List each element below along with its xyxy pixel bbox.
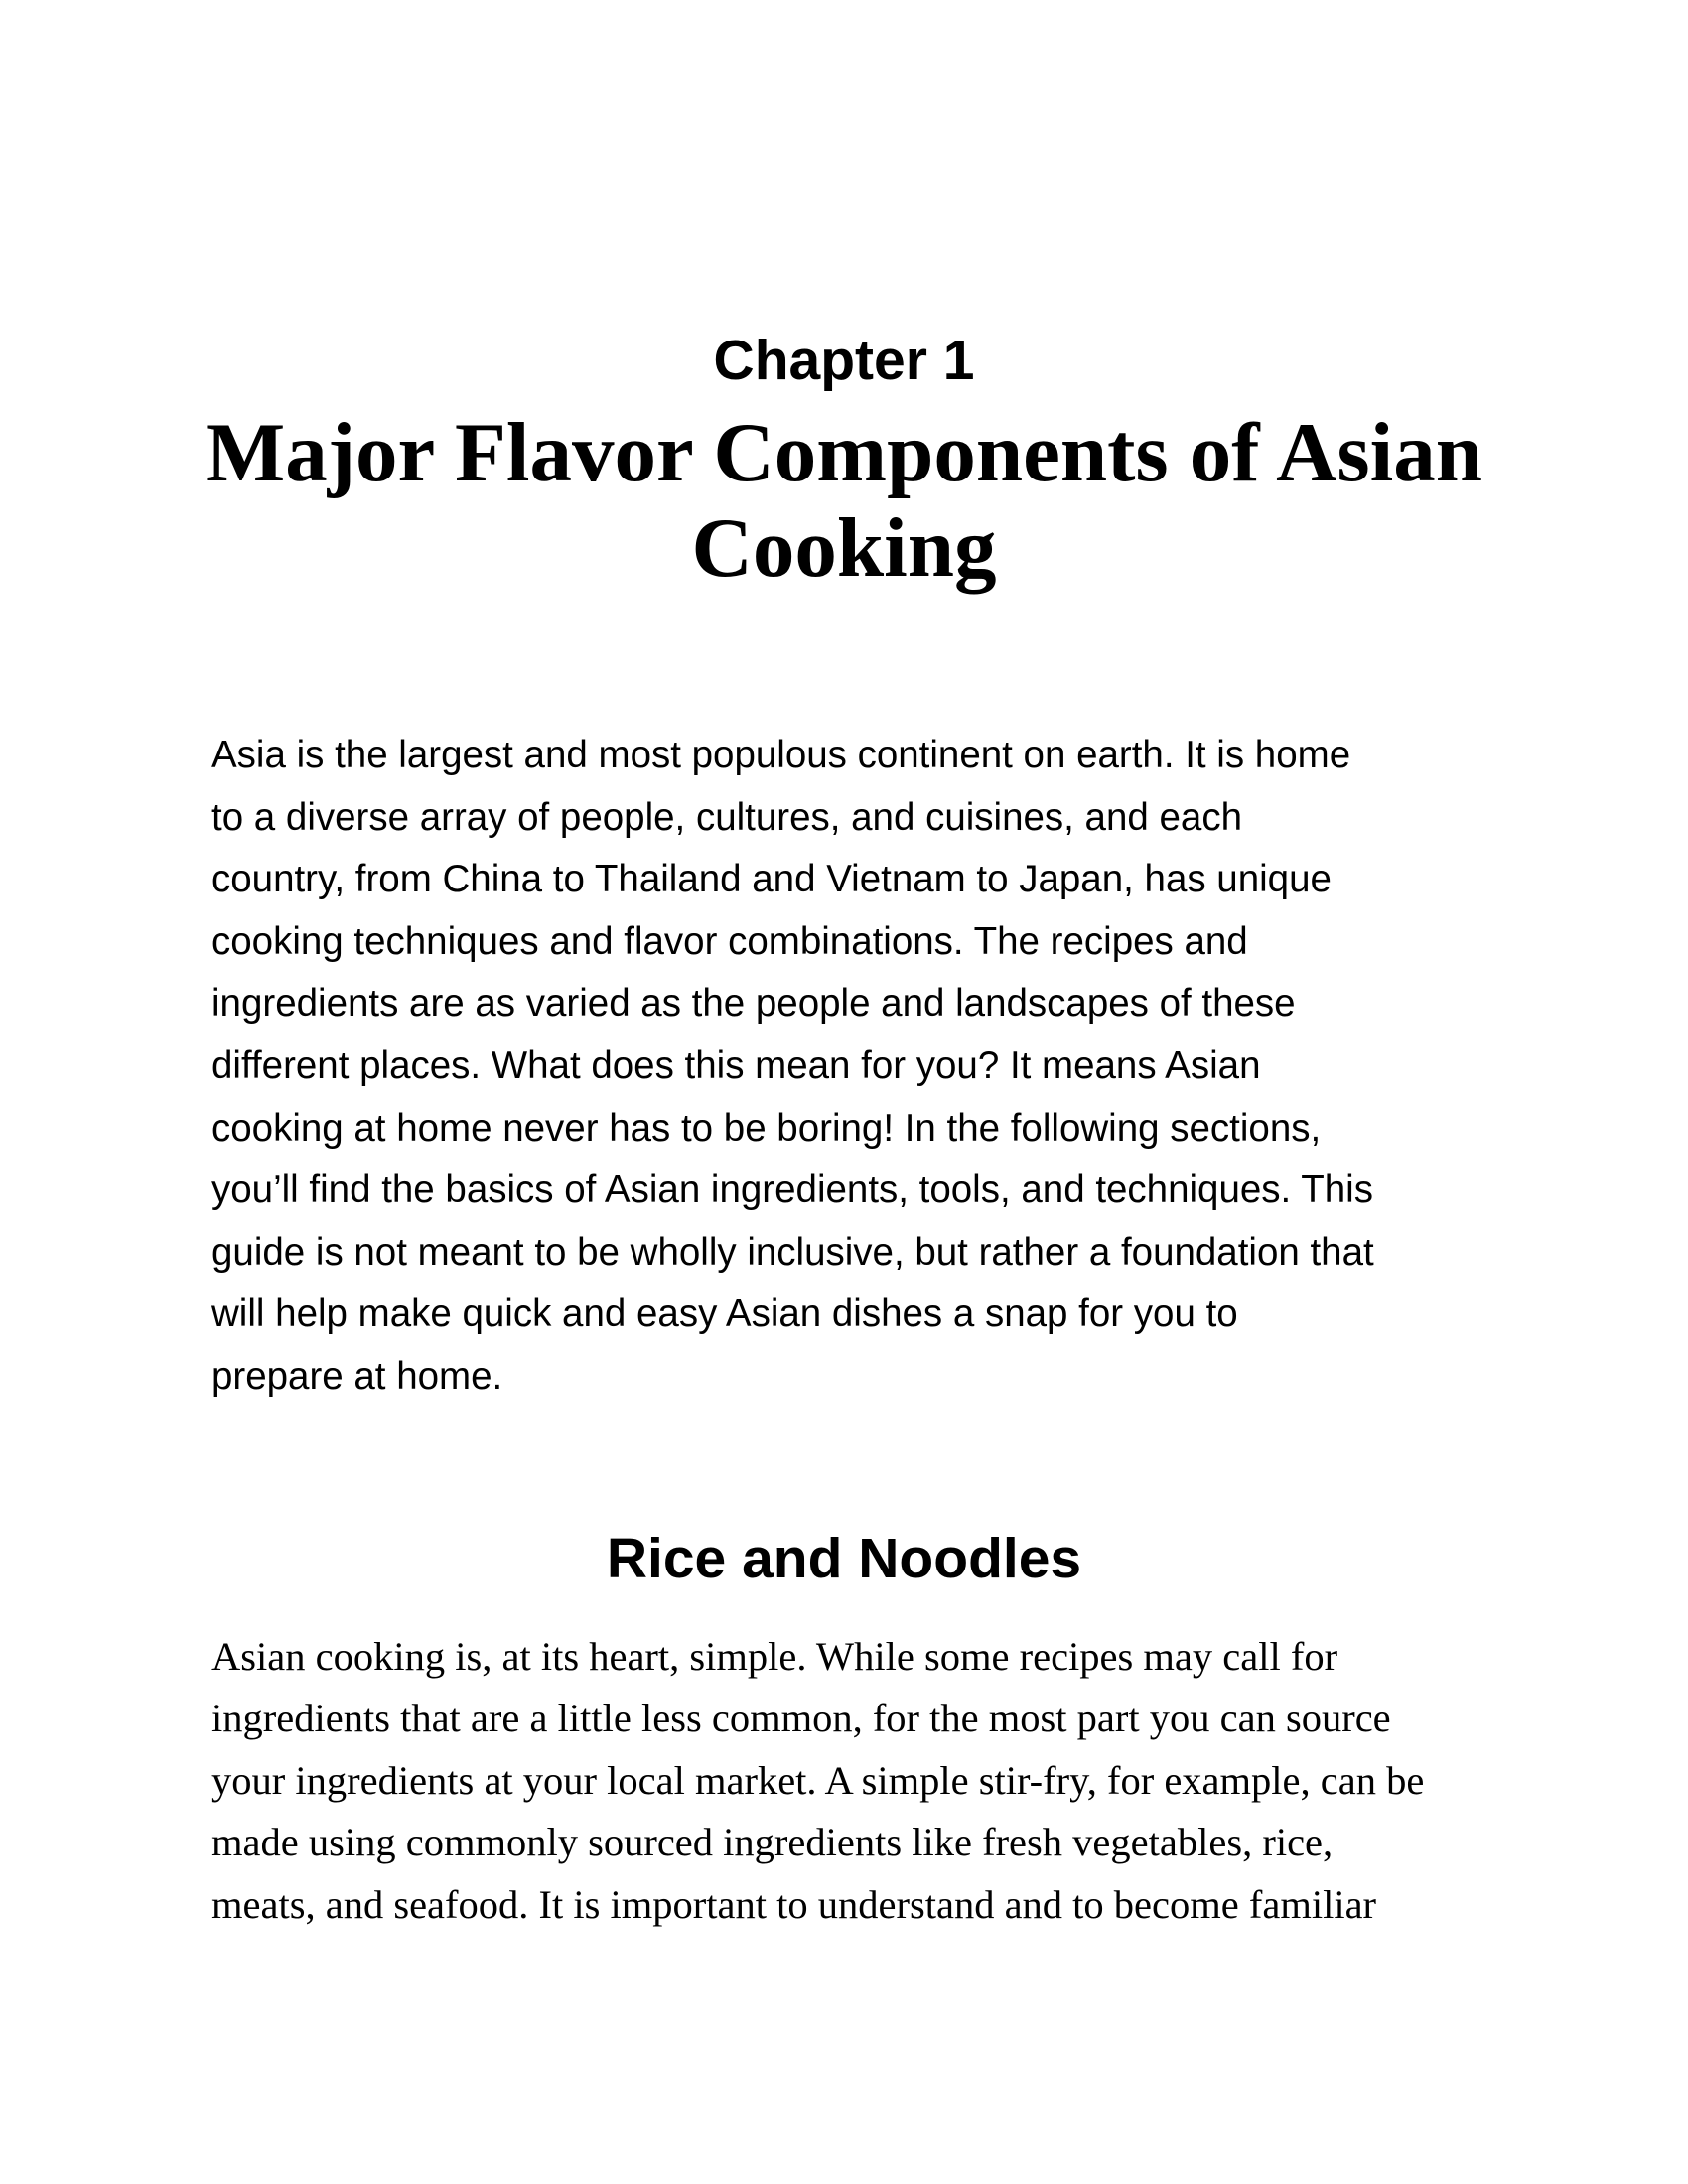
intro-line: different places. What does this mean for you? It means Asian — [211, 1043, 1261, 1087]
intro-line: Asia is the largest and most populous continent on earth. It is home — [211, 734, 1351, 776]
intro-line: you’ll find the basics of Asian ingredients, tools, and techniques. This — [211, 1168, 1373, 1212]
intro-line: ingredients are as varied as the people and landscapes of these — [211, 982, 1296, 1025]
intro-line: guide is not meant to be wholly inclusive, but rather a foundation that — [211, 1230, 1374, 1274]
chapter-title-line: Cooking — [691, 501, 997, 595]
section-paragraph — [211, 1626, 1492, 1936]
intro-line: cooking techniques and flavor combinations. The recipes and — [211, 919, 1248, 963]
section-line: ingredients that are a little less common, for the most part you can source — [211, 1696, 1391, 1741]
intro-line: to a diverse array of people, cultures, and cuisines, and each — [211, 795, 1242, 839]
section-line: Asian cooking is, at its heart, simple. While some recipes may call for — [211, 1634, 1338, 1679]
section-heading: Rice and Noodles — [606, 1527, 1082, 1590]
section-line: meats, and seafood. It is important to understand and to become familiar — [211, 1881, 1377, 1927]
section-line: your ingredients at your local market. A simple stir-fry, for example, can be — [211, 1757, 1425, 1803]
intro-line: prepare at home. — [211, 1354, 503, 1398]
chapter-label: Chapter 1 — [713, 329, 975, 392]
intro-paragraph — [211, 725, 1492, 1409]
intro-line: cooking at home never has to be boring! In the following sections, — [211, 1106, 1322, 1150]
section-line: made using commonly sourced ingredients like fresh vegetables, rice, — [211, 1820, 1334, 1865]
chapter-title — [199, 405, 1489, 596]
intro-line: country, from China to Thailand and Vietnam to Japan, has unique — [211, 858, 1332, 901]
chapter-title-line: Major Flavor Components of Asian — [205, 406, 1483, 499]
intro-line: will help make quick and easy Asian dishes a snap for you to — [211, 1293, 1238, 1336]
